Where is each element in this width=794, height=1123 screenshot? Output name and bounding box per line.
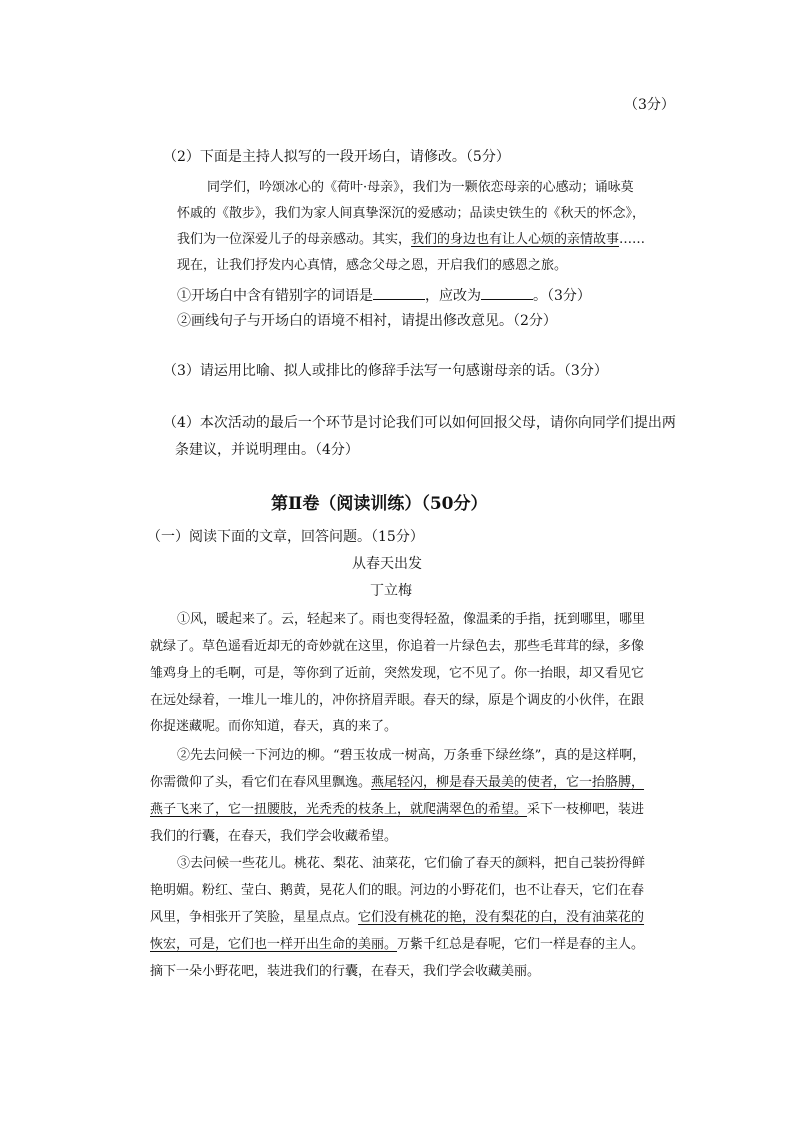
underlined-sentence: 恢宏，可是，它们也一样开出生命的美丽。 [150, 937, 398, 952]
text-run: 万紫千红总是春呢，它们一样是春的主人。 [397, 937, 645, 952]
paragraph-3-line-4 [150, 938, 644, 951]
q4-line-1: （4）本次活动的最后一个环节是讨论我们可以如何回报父母，请你向同学们提出两 [163, 415, 676, 431]
paragraph-3-line-2: 艳明媚。粉红、莹白、鹅黄，晃花人们的眼。河边的小野花们，也不让春天，它们在春 [150, 883, 645, 898]
article-title: 从春天出发 [352, 556, 422, 572]
paragraph-2-line-2 [150, 776, 644, 789]
q2-opening-line-3 [177, 233, 645, 246]
underlined-sentence: 我们的身边也有让人心烦的亲情故事 [411, 232, 620, 247]
text-run: 。（3分） [533, 288, 591, 304]
section-title: 第Ⅱ卷（阅读训练）（50分） [271, 494, 488, 514]
paragraph-2-line-1: ②先去问候一下河边的柳。“碧玉妆成一树高，万条垂下绿丝绦”，真的是这样啊， [177, 748, 646, 763]
q4-line-2: 条建议，并说明理由。（4分） [175, 442, 359, 458]
q2-subquestion-2: ②画线句子与开场白的语境不相衬，请提出修改意见。（2分） [177, 313, 557, 329]
text-run: 风里，争相张开了笑脸，星星点点。 [150, 910, 359, 925]
paragraph-2-line-4: 我们的行囊，在春天，我们学会收藏希望。 [150, 829, 398, 844]
q2-opening-line-4: 现在，让我们抒发内心真情，感念父母之恩，开启我们的感恩之旅。 [177, 258, 568, 273]
q2-opening-line-2: 怀戚的《散步》，我们为家人间真挚深沉的爱感动；品读史铁生的《秋天的怀念》， [177, 206, 646, 221]
q2-subquestion-1 [177, 287, 591, 303]
paragraph-1-line-3: 雏鸡身上的毛啊，可是，等你到了近前，突然发现，它不见了。你一抬眼，却又看见它 [150, 666, 645, 681]
text-run: ，应改为 [425, 288, 481, 304]
article-author: 丁立梅 [370, 583, 412, 599]
answer-blank[interactable] [481, 287, 533, 300]
paragraph-1-line-4: 在远处绿着，一堆儿一堆儿的，冲你挤眉弄眼。春天的绿，原是个调皮的小伙伴，在跟 [150, 693, 645, 708]
text-run: …… [619, 232, 646, 247]
underlined-sentence: 它们没有桃花的艳，没有梨花的白，没有油菜花的 [358, 910, 645, 925]
paragraph-2-line-3 [150, 803, 644, 816]
reading-intro: （一）阅读下面的文章，回答问题。（15分） [147, 529, 424, 545]
paragraph-1-line-5: 你捉迷藏呢。而你知道，春天，真的来了。 [150, 719, 398, 734]
text-run: 我们为一位深爱儿子的母亲感动。其实， [177, 232, 412, 247]
q2-opening-line-1: 同学们，吟颂冰心的《荷叶·母亲》，我们为一颗依恋母亲的心感动；诵咏莫 [207, 180, 634, 195]
q2-heading: （2）下面是主持人拟写的一段开场白，请修改。（5分） [163, 149, 510, 165]
paragraph-3-line-1: ③去问候一些花儿。桃花、梨花、油菜花，它们偷了春天的颜料，把自己装扮得鲜 [177, 856, 646, 871]
answer-blank[interactable] [373, 287, 425, 300]
paragraph-1-line-2: 就绿了。草色遥看近却无的奇妙就在这里，你追着一片绿色去，那些毛茸茸的绿，多像 [150, 639, 645, 654]
q1-score: （3分） [624, 97, 675, 113]
text-run: ①开场白中含有错别字的词语是 [177, 288, 373, 304]
q3: （3）请运用比喻、拟人或排比的修辞手法写一句感谢母亲的话。（3分） [163, 363, 608, 379]
paragraph-3-line-5: 摘下一朵小野花吧，装进我们的行囊，在春天，我们学会收藏美丽。 [150, 964, 541, 979]
paragraph-1-line-1: ①风，暖起来了。云，轻起来了。雨也变得轻盈，像温柔的手指，抚到哪里，哪里 [177, 612, 646, 627]
underlined-sentence: 燕子飞来了，它一扭腰肢，光秃秃的枝条上，就爬满翠色的希望。 [150, 802, 528, 817]
text-run: 采下一枝柳吧，装进 [527, 802, 645, 817]
paragraph-3-line-3 [150, 911, 644, 924]
text-run: 你需微仰了头，看它们在春风里飘逸。 [150, 775, 372, 790]
underlined-sentence: 燕尾轻闪，柳是春天最美的使者，它一抬胳膊， [371, 775, 645, 790]
